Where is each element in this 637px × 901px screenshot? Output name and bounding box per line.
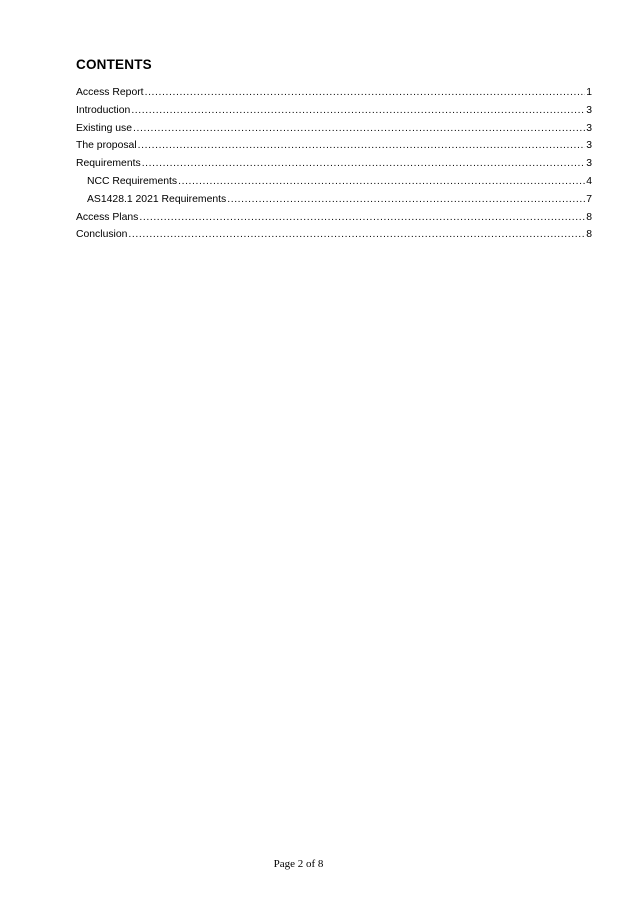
toc-entry-page-number: 3 — [586, 104, 592, 116]
toc-entry-title: Introduction — [76, 104, 131, 116]
toc-entry-page-number: 1 — [586, 87, 592, 98]
toc-entry-title: Requirements — [76, 158, 141, 170]
toc-entry-conclusion[interactable] — [76, 228, 592, 246]
toc-entry-page-number: 3 — [586, 122, 592, 134]
toc-entry-access-report[interactable] — [76, 86, 592, 104]
toc-entry-existing-use[interactable] — [76, 122, 592, 140]
toc-entry-page-number: 4 — [586, 175, 592, 187]
toc-entry-title: Conclusion — [76, 229, 128, 241]
toc-dot-leader — [128, 228, 585, 242]
toc-dot-leader — [131, 104, 585, 118]
toc-entry-introduction[interactable] — [76, 104, 592, 122]
toc-entry-title: The proposal — [76, 140, 137, 152]
toc-dot-leader — [138, 139, 586, 153]
toc-dot-leader — [145, 86, 586, 100]
toc-entry-page-number: 3 — [586, 158, 592, 170]
toc-entry-page-number: 7 — [586, 193, 592, 205]
toc-dot-leader — [139, 211, 585, 225]
toc-entry-page-number: 8 — [586, 211, 592, 223]
toc-heading: CONTENTS — [76, 57, 152, 72]
toc-entry-ncc-requirements[interactable] — [76, 175, 592, 193]
toc-entry-title: AS1428.1 2021 Requirements — [87, 193, 227, 205]
toc-entry-page-number: 3 — [586, 140, 592, 152]
page-number-footer: Page 2 of 8 — [273, 858, 324, 870]
toc-dot-leader — [133, 122, 585, 136]
toc-entry-page-number: 8 — [586, 229, 592, 241]
toc-entry-title: Existing use — [76, 122, 133, 134]
toc-entry-as1428-requirements[interactable] — [76, 193, 592, 211]
toc-dot-leader — [142, 157, 586, 171]
toc-dot-leader — [227, 193, 585, 207]
toc-dot-leader — [178, 175, 585, 189]
table-of-contents — [76, 86, 592, 246]
toc-entry-the-proposal[interactable] — [76, 139, 592, 157]
toc-entry-title: Access Plans — [76, 211, 139, 223]
toc-entry-title: Access Report — [76, 87, 144, 98]
toc-entry-requirements[interactable] — [76, 157, 592, 175]
toc-entry-title: NCC Requirements — [87, 175, 178, 187]
toc-entry-access-plans[interactable] — [76, 211, 592, 229]
